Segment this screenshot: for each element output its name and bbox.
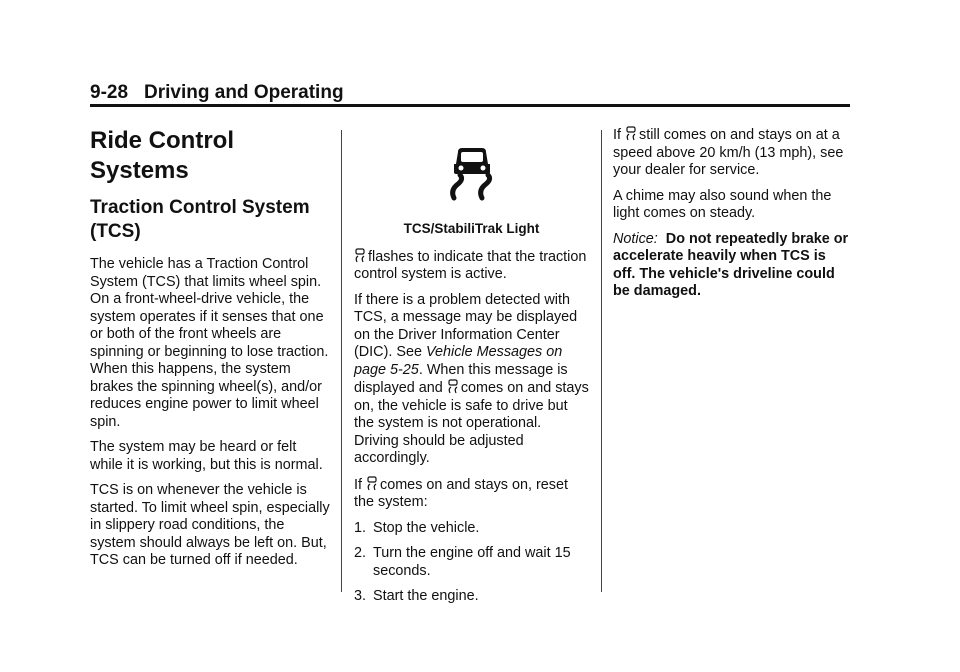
tcs-inline-icon bbox=[447, 379, 459, 394]
paragraph: If comes on and stays on, reset the system: bbox=[354, 476, 568, 510]
column-divider-2 bbox=[601, 130, 602, 592]
list-item: 1. Stop the vehicle. bbox=[354, 519, 480, 536]
paragraph: TCS is on whenever the vehicle is started. To limit wheel spin, especially in slippery road conditions, the system should always be left on. But, TCS can be turned off if needed. bbox=[90, 482, 330, 568]
section-title: Driving and Operating bbox=[144, 82, 344, 103]
tcs-inline-icon bbox=[625, 126, 637, 141]
tcs-inline-icon bbox=[366, 476, 378, 491]
page-header bbox=[90, 82, 850, 104]
column-2 bbox=[354, 126, 589, 614]
header-rule bbox=[90, 104, 850, 107]
paragraph: flashes to indicate that the traction control system is active. bbox=[354, 248, 587, 282]
column-divider-1 bbox=[341, 130, 342, 592]
list-item: 3. Start the engine. bbox=[354, 588, 479, 604]
tcs-inline-icon bbox=[354, 248, 366, 263]
paragraph: If there is a problem detected with TCS, a message may be displayed on the Driver Information Center (DIC). See Vehicle Messages on page 5-25. When this message is displayed and comes on and stays on, the vehicle is safe to drive but the system is not operational. Driving should be adjusted accordingly. bbox=[354, 291, 589, 466]
page-title: Ride Control Systems bbox=[90, 127, 234, 184]
paragraph: The vehicle has a Traction Control System (TCS) that limits wheel spin. On a front-wheel-drive vehicle, the system operates if it senses that one or both of the front wheels are spinning or beginning to lose traction. When this happens, the system brakes the spinning wheel(s), and/or reduces engine power to limit wheel spin. bbox=[90, 256, 329, 430]
paragraph: A chime may also sound when the light comes on steady. bbox=[613, 187, 832, 221]
column-1 bbox=[90, 126, 330, 578]
notice-label: Notice: bbox=[613, 230, 658, 247]
paragraph: The system may be heard or felt while it is working, but this is normal. bbox=[90, 439, 323, 473]
cross-reference-link[interactable]: Vehicle Messages on page 5-25 bbox=[354, 344, 563, 378]
icon-caption: TCS/StabiliTrak Light bbox=[403, 221, 540, 236]
section-subtitle: Traction Control System (TCS) bbox=[90, 197, 310, 242]
page-number: 9-28 bbox=[90, 82, 129, 103]
tcs-stabilitrak-icon bbox=[354, 146, 589, 202]
list-item: 2. Turn the engine off and wait 15 seconds. bbox=[354, 545, 571, 579]
notice bbox=[613, 231, 850, 301]
column-3 bbox=[613, 126, 850, 309]
paragraph: If still comes on and stays on at a speed above 20 km/h (13 mph), see your dealer for service. bbox=[613, 127, 844, 178]
notice-text: Do not repeatedly brake or accelerate heavily when TCS is off. The vehicle's driveline could be damaged. bbox=[613, 230, 849, 299]
